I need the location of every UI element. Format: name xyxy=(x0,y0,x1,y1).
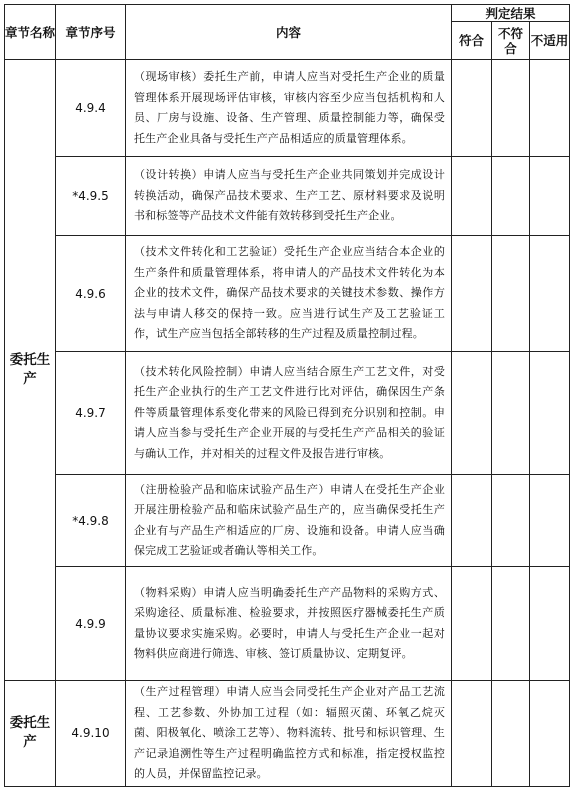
nonconform-cell[interactable] xyxy=(492,475,530,567)
conform-cell[interactable] xyxy=(452,236,492,352)
table-row xyxy=(5,60,570,157)
row-number: *4.9.5 xyxy=(56,157,126,236)
na-cell[interactable] xyxy=(530,681,570,787)
na-cell[interactable] xyxy=(530,352,570,475)
checklist-table xyxy=(4,4,570,787)
conform-cell[interactable] xyxy=(452,157,492,236)
row-content: （注册检验产品和临床试验产品生产）申请人在受托生产企业开展注册检验产品和临床试验产品生产的，应当确保受托生产企业有与产品生产相适应的厂房、设施和设备。申请人应当确保完成工艺验证或者确认等相关工作。 xyxy=(126,475,452,567)
header-result: 判定结果 xyxy=(452,5,570,22)
nonconform-cell[interactable] xyxy=(492,681,530,787)
table-row xyxy=(5,352,570,475)
table-row xyxy=(5,567,570,681)
header-conform: 符合 xyxy=(452,22,492,60)
row-content: （设计转换）申请人应当与受托生产企业共同策划并完成设计转换活动，确保产品技术要求、生产工艺、原材料要求及说明书和标签等产品技术文件能有效转移到受托生产企业。 xyxy=(126,157,452,236)
nonconform-cell[interactable] xyxy=(492,567,530,681)
row-content: （生产过程管理）申请人应当会同受托生产企业对产品工艺流程、工艺参数、外协加工过程（如：辐照灭菌、环氧乙烷灭菌、阳极氧化、喷涂工艺等）、物料流转、批号和标识管理、生产记录追溯性等生产过程明确监控方式和标准，指定授权监控的人员，并保留监控记录。 xyxy=(126,681,452,787)
nonconform-cell[interactable] xyxy=(492,236,530,352)
header-section-no: 章节序号 xyxy=(56,5,126,60)
table-row xyxy=(5,236,570,352)
row-content: （技术文件转化和工艺验证）受托生产企业应当结合本企业的生产条件和质量管理体系，将申请人的产品技术文件转化为本企业的技术文件，确保产品技术要求的关键技术参数、操作方法与申请人移交的保持一致。应当进行试生产及工艺验证工作，试生产应当包括全部转移的生产过程及质量控制过程。 xyxy=(126,236,452,352)
table-row xyxy=(5,475,570,567)
header-nonconform: 不符合 xyxy=(492,22,530,60)
conform-cell[interactable] xyxy=(452,352,492,475)
row-number: *4.9.8 xyxy=(56,475,126,567)
conform-cell[interactable] xyxy=(452,567,492,681)
nonconform-cell[interactable] xyxy=(492,157,530,236)
na-cell[interactable] xyxy=(530,60,570,157)
row-content: （现场审核）委托生产前，申请人应当对受托生产企业的质量管理体系开展现场评估审核，审核内容至少应当包括机构和人员、厂房与设施、设备、生产管理、质量控制能力等，确保受托生产企业具备与受托生产产品相适应的质量管理体系。 xyxy=(126,60,452,157)
row-number: 4.9.10 xyxy=(56,681,126,787)
nonconform-cell[interactable] xyxy=(492,352,530,475)
header-content: 内容 xyxy=(126,5,452,60)
row-number: 4.9.6 xyxy=(56,236,126,352)
header-row-1 xyxy=(5,5,570,22)
table-row xyxy=(5,157,570,236)
nonconform-cell[interactable] xyxy=(492,60,530,157)
header-section-name: 章节名称 xyxy=(5,5,56,60)
section-name-cell: 委托生产 xyxy=(5,681,56,787)
na-cell[interactable] xyxy=(530,236,570,352)
header-na: 不适用 xyxy=(530,22,570,60)
row-number: 4.9.7 xyxy=(56,352,126,475)
row-content: （物料采购）申请人应当明确委托生产产品物料的采购方式、采购途径、质量标准、检验要求，并按照医疗器械委托生产质量协议要求实施采购。必要时，申请人与受托生产企业一起对物料供应商进行筛选、审核、签订质量协议、定期复评。 xyxy=(126,567,452,681)
conform-cell[interactable] xyxy=(452,681,492,787)
conform-cell[interactable] xyxy=(452,60,492,157)
conform-cell[interactable] xyxy=(452,475,492,567)
row-number: 4.9.4 xyxy=(56,60,126,157)
na-cell[interactable] xyxy=(530,157,570,236)
table-row xyxy=(5,681,570,787)
na-cell[interactable] xyxy=(530,567,570,681)
row-number: 4.9.9 xyxy=(56,567,126,681)
row-content: （技术转化风险控制）申请人应当结合原生产工艺文件，对受托生产企业执行的生产工艺文件进行比对评估，确保因生产条件等质量管理体系变化带来的风险已得到充分识别和控制。申请人应当参与受托生产企业开展的与受托生产产品相关的验证与确认工作，并对相关的过程文件及报告进行审核。 xyxy=(126,352,452,475)
section-name-cell: 委托生产 xyxy=(5,60,56,681)
na-cell[interactable] xyxy=(530,475,570,567)
